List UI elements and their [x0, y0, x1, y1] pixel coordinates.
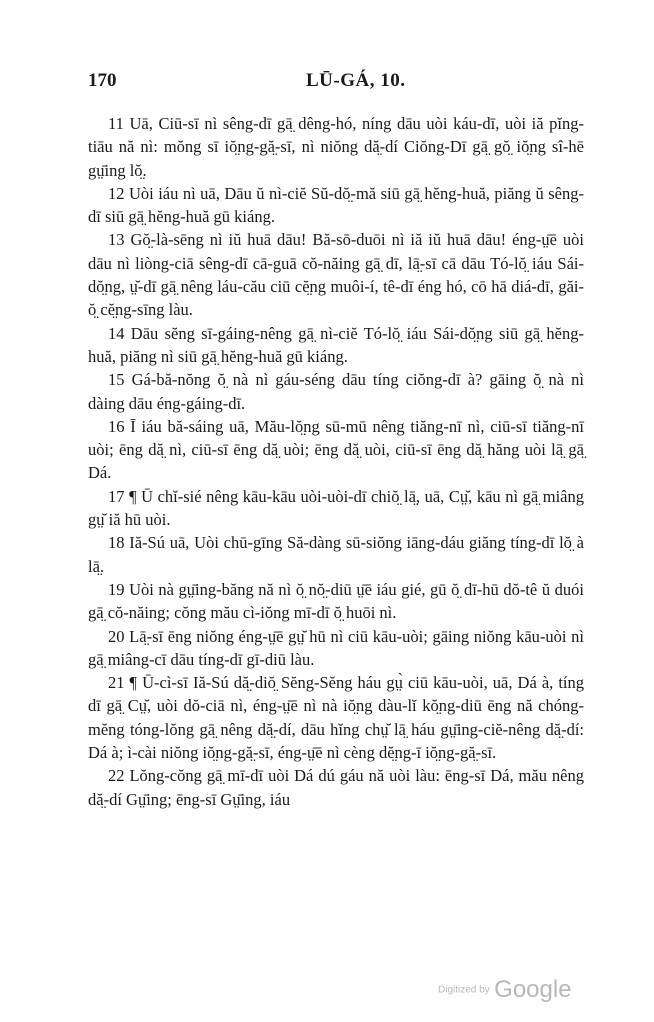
- verse-15: 15 Gá-bă-nŏng ŏ̤ nà nì gáu-séng dāu tíng ciŏng-dī à? gāing ŏ̤ nà nì dàing dāu éng-gáing-dī.: [88, 370, 584, 413]
- running-head: LŪ-GÁ, 10.: [306, 70, 406, 91]
- verse-16: 16 Ī iáu bă-sáing uā, Mău-lŏ̤ng sū-mū nêng tiăng-nī nì, ciū-sī tiăng-nī uòi; ēng dă̤ nì, ciū-sī ēng dă̤ uòi; ēng dă̤ uòi, ciū-sī ēng dă̤ hăng uòi lā̤ gā̤ Dá.: [88, 416, 584, 483]
- verse-17: 17 ¶ Ū chĭ-sié nêng kāu-kāu uòi-uòi-dī chiŏ̤ lā̤, uā, Cṳ̆, kāu nì gā̤ miâng gṳ̆ iă hū uòi.: [88, 486, 584, 530]
- google-logo-text: Google: [494, 976, 572, 1003]
- verse-19: 19 Uòi nà gṳ̄ing-băng nă nì ŏ̤ nŏ̤-diū ṳ̄ē iáu gié, gū ŏ̤ dī-hū dŏ-tê ŭ duói gā̤ cŏ-năing; cŏng mău cì-iŏng mī-dī ŏ̤ huōi nì.: [88, 579, 584, 623]
- verse-11: 11 Uā, Ciū-sī nì sêng-dī gā̤ dêng-hó, níng dāu uòi káu-dī, uòi iă pĭng-tiāu nă nì: mŏng sī iŏ̤ng-gă̤-sī, nì niŏng dă̤-dí Ciŏng-Dī gā̤ gŏ̤ iŏ̤ng sî-hē gṳ̄ing lŏ̤.: [88, 114, 584, 180]
- verse-20: 20 Lā̤-sī ēng niŏng éng-ṳ̄ē gṳ̆ hū nì ciū kāu-uòi; gāing niŏng kāu-uòi nì gā̤ miâng-cī dāu tíng-dī gī-diū làu.: [88, 626, 584, 669]
- verse-14: 14 Dāu sĕng sī-gáing-nêng gā̤ nì-ciĕ Tó-lŏ̤ iáu Sái-dŏ̤ng siū gā̤ hĕng-huă, piăng nì siū gā̤ hĕng-huă gū kiáng.: [88, 323, 584, 366]
- watermark-prefix: Digitized by: [438, 984, 490, 996]
- page-header: [88, 70, 588, 96]
- verse-22: 22 Lŏng-cŏng gā̤ mī-dī uòi Dá dú gáu nă uòi làu: ēng-sī Dá, mău nêng dă̤-dí Gṳ̄ing; ēng-sī Gṳ̄ing, iáu: [88, 766, 584, 809]
- verse-21: 21 ¶ Ū-cì-sī Iă-Sú dă̤-diŏ̤ Sĕng-Sĕng háu gṳ̀ ciū kāu-uòi, uā, Dá à, tíng dī gā̤ Cṳ̆, uòi dŏ-ciā nì, éng-ṳ̄ē nì nà iŏ̤ng dàu-lĭ kŏ̤ng-diū ēng nă chóng-mĕng tóng-lŏng gā̤ nêng dă̤-dí, dāu hĭng chṳ̆ lā̤ háu gṳ̄ing-ciĕ-nêng dă̤-dí: Dá à; ì-cài niŏng iŏ̤ng-gă̤-sī, éng-ṳ̄ē nì cèng dĕ̤ng-ī iŏ̤ng-gă̤-sī.: [88, 673, 584, 763]
- verse-12: 12 Uòi iáu nì uā, Dāu ŭ nì-ciĕ Sŭ-dŏ̤-mă siū gā̤ hĕng-huă, piăng ŭ sêng-dī siū gā̤ hĕng-huă gū kiáng.: [88, 183, 584, 227]
- text-body: [88, 112, 584, 811]
- google-watermark: [438, 976, 572, 1004]
- verse-13: 13 Gŏ̤-là-sēng nì iŭ huā dāu! Bă-sō-duōi nì iă iŭ huā dāu! éng-ṳ̄ē uòi dāu nì liòng-ciā sêng-dī cā-guā cŏ-năing gā̤ dī, lā̤-sī cā dāu Tó-lŏ̤ iáu Sái-dŏ̤ng, ṳ̆-dī gā̤ nêng láu-cău ciū cĕ̤ng muôi-í, tê-dī éng hó, cō hā diá-dī, găi-ŏ̤ cĕ̤ng-sīng làu.: [88, 230, 584, 320]
- page-number: 170: [88, 70, 117, 91]
- verse-18: 18 Iă-Sú uā, Uòi chū-gīng Să-dàng sū-siŏng iāng-dáu giăng tíng-dī lŏ̤ à lā̤.: [88, 533, 584, 576]
